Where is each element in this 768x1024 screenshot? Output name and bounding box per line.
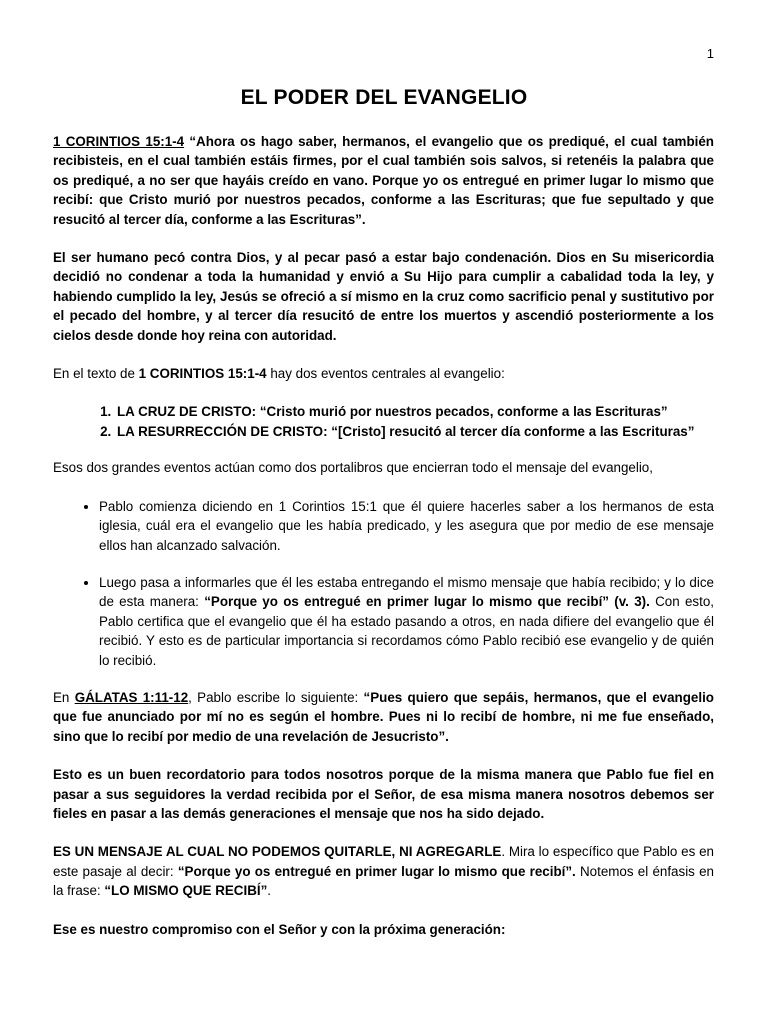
bullet-item-first: • Pablo comienza diciendo en 1 Corintios 15:1 que él quiere hacerles saber a los hermanos de esta iglesia, cuál era el evangelio que les había predicado, y les asegura que por medio de ese mensaje ellos han alcanzado salvación.	[99, 497, 714, 555]
bullet-second-after: Con esto, Pablo certifica que el evangelio que él ha estado pasando a otros, en nada difiere del evangelio que él recibió. Y esto es de particular importancia si recordamos cómo Pablo recibió ese evangelio y de quién lo recibió.	[99, 594, 714, 668]
bullet-item-second	[99, 573, 714, 670]
text-before: En el texto de	[53, 366, 139, 382]
event-item-resurrection: 2. LA RESURRECCIÓN DE CRISTO: “[Cristo] resucitó al tercer día conforme a las Escrituras”	[115, 422, 714, 441]
message-text2: Notemos el énfasis en la frase:	[53, 863, 714, 899]
document-body	[53, 132, 714, 958]
intro-paragraph	[53, 132, 714, 229]
message-emphasis: “LO MISMO QUE RECIBÍ”	[104, 883, 268, 899]
message-text1: . Mira lo específico que Pablo es en este pasaje al decir:	[53, 844, 714, 879]
reminder-paragraph	[53, 765, 714, 823]
commitment-paragraph	[53, 920, 714, 939]
events-list	[53, 402, 714, 441]
message-quote: “Porque yo os entregué en primer lugar lo mismo que recibí”.	[177, 863, 576, 879]
message-heading: ES UN MENSAJE AL CUAL NO PODEMOS QUITARLE, NI AGREGARLE	[53, 844, 502, 860]
galatas-quote: “Pues quiero que sepáis, hermanos, que el evangelio que fue anunciado por mí no es según el hombre. Pues ni lo recibí de hombre, ni me fue enseñado, sino que lo recibí por medio de una revelación de Jesucristo”.	[53, 689, 714, 744]
galatas-middle: , Pablo escribe lo siguiente:	[188, 689, 364, 705]
event-item-cross: 1. LA CRUZ DE CRISTO: “Cristo murió por nuestros pecados, conforme a las Escrituras”	[115, 402, 714, 421]
human-paragraph	[53, 248, 714, 345]
reminder-text: Esto es un buen recordatorio para todos nosotros porque de la misma manera que Pablo fue fiel en pasar a sus seguidores la verdad recibida por el Señor, de esa misma manera nosotros debemos ser fieles en pasar a las demás generaciones el mensaje que nos ha sido dejado.	[53, 767, 714, 821]
bullet-second-before: Luego pasa a informarles que él les estaba entregando el mismo mensaje que había recibido; y lo dice de esta manera:	[99, 574, 714, 610]
commitment-text: Ese es nuestro compromiso con el Señor y con la próxima generación:	[53, 921, 506, 937]
message-end: .	[267, 883, 272, 899]
portalibros-paragraph: Esos dos grandes eventos actúan como dos portalibros que encierran todo el mensaje del evangelio,	[53, 460, 653, 476]
text-reference: 1 CORINTIOS 15:1-4	[138, 366, 267, 382]
intro-quote: “Ahora os hago saber, hermanos, el evangelio que os prediqué, el cual también recibisteis, en el cual también estáis firmes, por el cual también sois salvos, si retenéis la palabra que os prediqué, a no ser que hayáis creído en vano. Porque yo os entregué en primer lugar lo mismo que recibí: que Cristo murió por nuestros pecados, conforme a las Escrituras; que fue sepultado y que resucitó al tercer día, conforme a las Escrituras”.	[53, 134, 714, 227]
document-title: EL PODER DEL EVANGELIO	[240, 86, 528, 109]
bullet-list	[53, 497, 714, 670]
galatas-reference: GÁLATAS 1:11-12	[74, 689, 189, 705]
text-after: hay dos eventos centrales al evangelio:	[266, 366, 505, 382]
message-paragraph	[53, 842, 714, 900]
galatas-paragraph	[53, 688, 714, 746]
human-text: El ser humano pecó contra Dios, y al pecar pasó a estar bajo condenación. Dios en Su misericordia decidió no condenar a toda la humanidad y envió a Su Hijo para cumplir a cabalidad toda la ley, y habiendo cumplido la ley, Jesús se ofreció a sí mismo en la cruz como sacrificio penal y sustitutivo por el pecado del hombre, y al tercer día resucitó de entre los muertos y ascendió posteriormente a los cielos desde donde hoy reina con autoridad.	[53, 250, 714, 343]
bullet-second-quote: “Porque yo os entregué en primer lugar lo mismo que recibí” (v. 3).	[204, 594, 650, 610]
text-paragraph	[53, 364, 714, 383]
galatas-before: En	[53, 689, 75, 705]
page-number: 1	[706, 46, 714, 61]
intro-reference: 1 CORINTIOS 15:1-4	[53, 134, 185, 149]
